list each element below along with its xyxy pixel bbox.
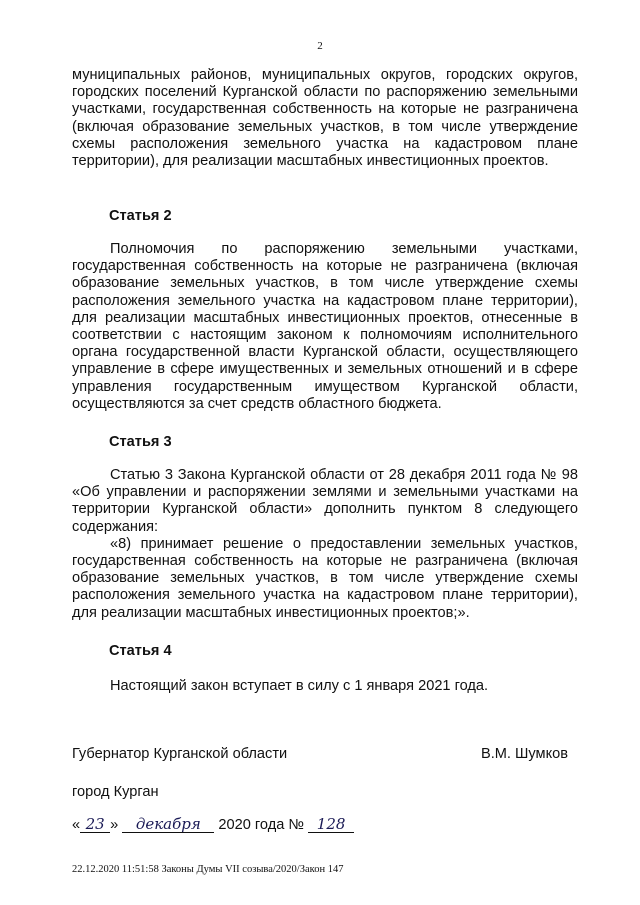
article-4-body bbox=[72, 678, 578, 695]
intro-text: муниципальных районов, муниципальных округов, городских округов, городских поселений Курганской области по распоряжению земельными участками, государственная собственность на которые не разграничена (включая образование земельных участков, в том числе утверждение схемы расположения земельного участка на кадастровом плане территории), для реализации масштабных инвестиционных проектов. bbox=[72, 67, 578, 170]
article-3-text-1: Статью 3 Закона Курганской области от 28 декабря 2011 года № 98 «Об управлении и распоряжении землями и земельными участками на территории Курганской области» дополнить пунктом 8 следующего содержания: bbox=[72, 467, 578, 535]
date-month: декабря bbox=[122, 817, 214, 833]
article-4-heading: Статья 4 bbox=[109, 643, 172, 659]
article-3-body bbox=[72, 467, 578, 622]
article-2-body bbox=[72, 241, 578, 413]
footer-stamp: 22.12.2020 11:51:58 Законы Думы VII созыва/2020/Закон 147 bbox=[72, 864, 344, 875]
date-close-quote: » bbox=[110, 817, 119, 833]
intro-paragraph bbox=[72, 67, 578, 170]
date-day: 23 bbox=[80, 817, 110, 833]
article-4-text: Настоящий закон вступает в силу с 1 января 2021 года. bbox=[110, 678, 489, 694]
signatory-title: Губернатор Курганской области bbox=[72, 746, 288, 762]
article-2-text: Полномочия по распоряжению земельными участками, государственная собственность на которые не разграничена (включая образование земельных участков, в том числе утверждение схемы расположения земельного участка на кадастровом плане территории), для реализации масштабных инвестиционных проектов, отнесенные в соответствии с настоящим законом к полномочиям исполнительного органа государственной власти Курганской области, осуществляющего управление в сфере имущественных и земельных отношений и в сфере управления государственным имуществом Курганской области, осуществляются за счет средств областного бюджета. bbox=[72, 241, 578, 412]
article-3-text-2: «8) принимает решение о предоставлении земельных участков, государственная собственность на которые не разграничена (включая образование земельных участков, в том числе утверждение схемы расположения земельного участка на кадастровом плане территории), для реализации масштабных инвестиционных проектов;». bbox=[72, 535, 578, 621]
page-number: 2 bbox=[317, 40, 323, 52]
law-number: 128 bbox=[308, 817, 354, 833]
date-line bbox=[72, 817, 354, 833]
signatory-name: В.М. Шумков bbox=[480, 746, 568, 762]
article-2-heading: Статья 2 bbox=[109, 208, 172, 224]
city: город Курган bbox=[72, 784, 159, 800]
date-year-text: 2020 года № bbox=[218, 817, 305, 833]
article-3-heading: Статья 3 bbox=[109, 434, 172, 450]
date-open-quote: « bbox=[72, 817, 81, 833]
